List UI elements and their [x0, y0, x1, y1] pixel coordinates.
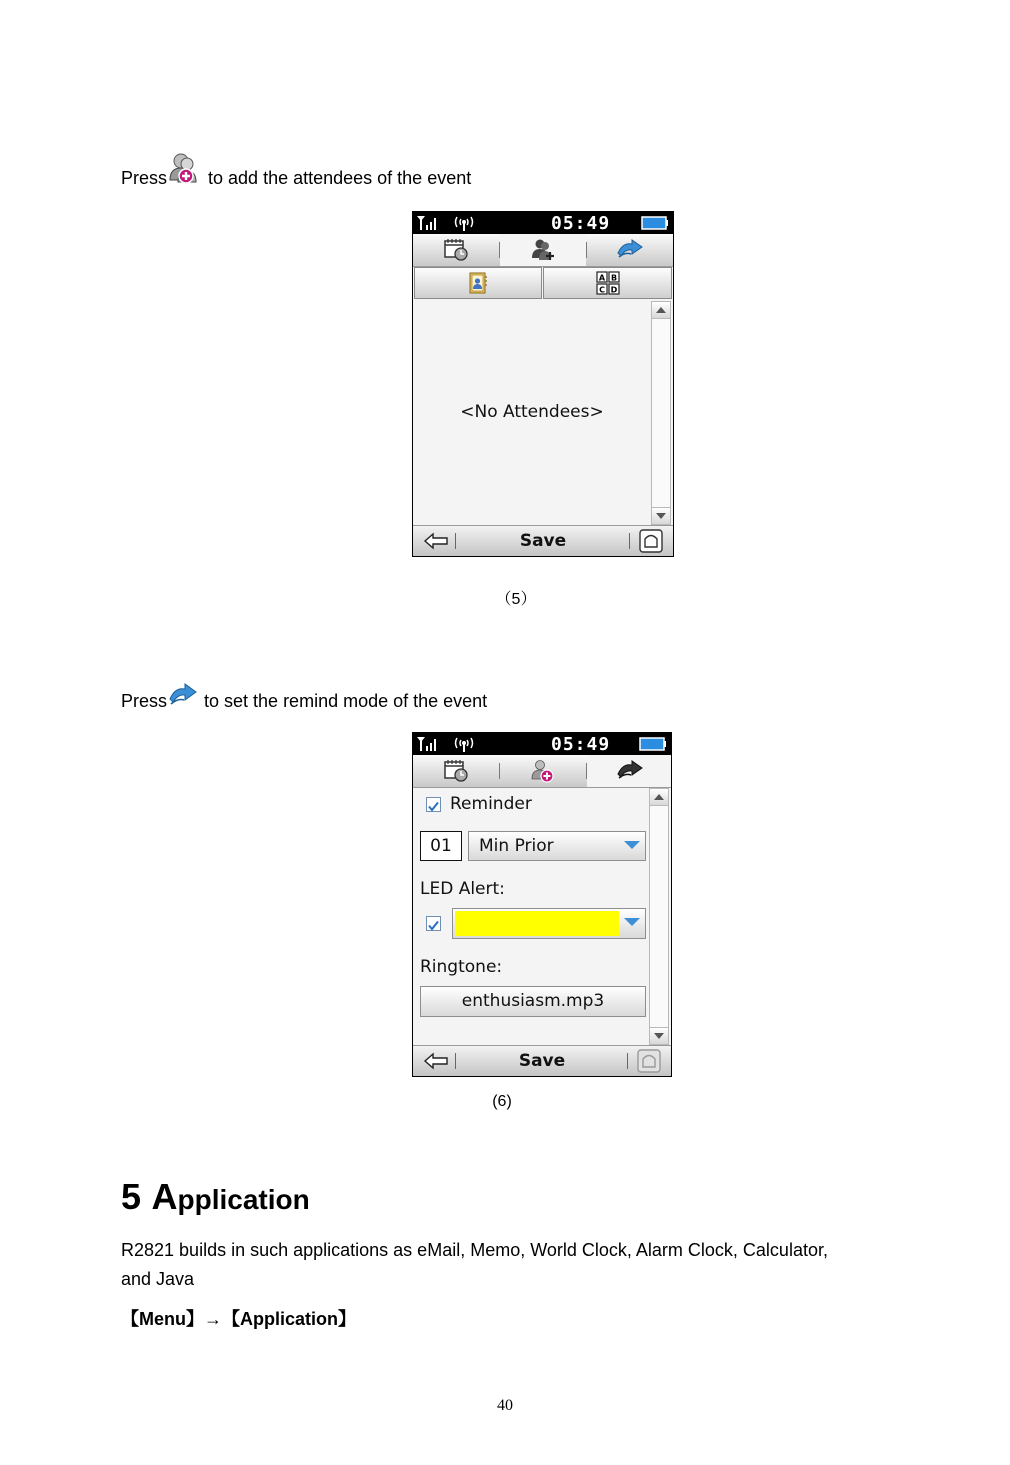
- led-alert-label: LED Alert:: [420, 879, 505, 899]
- phone-screen-attendees: [412, 211, 674, 557]
- calendar-clock-icon: [443, 238, 469, 262]
- pick-from-contacts-button[interactable]: [414, 267, 542, 299]
- menu-path: 【Menu】→【Application】: [121, 1309, 356, 1329]
- soft-key-bar: [413, 525, 673, 556]
- reminder-checkbox[interactable]: [426, 797, 441, 812]
- led-color-swatch: [455, 911, 619, 936]
- minutes-value: 01: [430, 836, 452, 856]
- abcd-keyboard-icon: [595, 271, 621, 295]
- ringtone-selector[interactable]: [420, 986, 646, 1017]
- status-time: 05:49: [551, 213, 611, 234]
- reminder-icon: [615, 238, 645, 262]
- section-title-rest: pplication: [177, 1184, 310, 1215]
- section-title-initial: A: [151, 1176, 178, 1217]
- scrollbar[interactable]: [649, 788, 669, 1045]
- tab-bar: [413, 755, 671, 788]
- tab-event-details[interactable]: [413, 755, 499, 787]
- tab-reminder[interactable]: [587, 755, 672, 787]
- home-icon[interactable]: [637, 1049, 661, 1073]
- enter-name-button[interactable]: [543, 267, 672, 299]
- contacts-book-icon: [467, 272, 489, 294]
- chevron-down-icon: [624, 918, 640, 926]
- signal-icon: [416, 215, 440, 231]
- instruction-text: to add the attendees of the event: [203, 168, 472, 188]
- add-attendee-icon: [167, 152, 203, 192]
- no-attendees-text: <No Attendees>: [460, 402, 604, 422]
- ringtone-value: enthusiasm.mp3: [461, 991, 605, 1011]
- scroll-up-arrow[interactable]: [650, 789, 668, 806]
- status-bar: [413, 212, 673, 234]
- battery-icon: [641, 216, 669, 230]
- scrollbar[interactable]: [651, 301, 671, 525]
- status-bar: [413, 733, 671, 755]
- body-paragraph-line2: and Java: [121, 1269, 195, 1289]
- tab-reminder[interactable]: [587, 234, 673, 266]
- battery-icon: [639, 737, 667, 751]
- wireless-icon: [453, 214, 475, 232]
- section-number: 5: [121, 1176, 142, 1217]
- chevron-down-icon: [624, 841, 640, 849]
- save-button[interactable]: Save: [519, 531, 567, 551]
- svg-text:B: B: [610, 273, 617, 283]
- tab-attendees[interactable]: [500, 755, 586, 787]
- soft-key-bar: [413, 1045, 671, 1076]
- home-icon[interactable]: [639, 529, 663, 553]
- instruction-attendees: [121, 152, 471, 192]
- add-attendee-icon: [530, 759, 556, 783]
- led-alert-checkbox[interactable]: [426, 916, 441, 931]
- reminder-icon: [167, 683, 199, 715]
- body-paragraph-line1: R2821 builds in such applications as eMail, Memo, World Clock, Alarm Clock, Calculator,: [121, 1240, 828, 1260]
- status-time: 05:49: [551, 734, 611, 755]
- svg-text:A: A: [598, 273, 605, 283]
- prior-unit-dropdown[interactable]: [468, 831, 646, 861]
- tab-bar: [413, 234, 673, 267]
- scroll-down-arrow[interactable]: [652, 507, 670, 524]
- led-color-dropdown[interactable]: [452, 908, 646, 939]
- calendar-clock-icon: [443, 759, 469, 783]
- phone-screen-reminder: [412, 732, 672, 1077]
- prior-unit-value: Min Prior: [479, 836, 554, 856]
- page-number: 40: [497, 1397, 513, 1414]
- press-word: Press: [121, 691, 168, 711]
- svg-text:D: D: [610, 285, 617, 295]
- figure-caption-5: （5）: [495, 591, 537, 608]
- scroll-down-arrow[interactable]: [650, 1027, 668, 1044]
- attendees-icon: [530, 238, 556, 262]
- press-word: Press: [121, 168, 168, 188]
- ringtone-label: Ringtone:: [420, 957, 503, 977]
- instruction-reminder: [121, 683, 487, 715]
- tab-event-details[interactable]: [413, 234, 499, 266]
- svg-text:C: C: [598, 285, 605, 295]
- save-button[interactable]: Save: [518, 1051, 566, 1071]
- reminder-minutes-input[interactable]: [420, 831, 462, 861]
- reminder-label: Reminder: [450, 794, 532, 814]
- section-heading: [121, 1176, 310, 1218]
- instruction-text: to set the remind mode of the event: [199, 691, 488, 711]
- reminder-icon: [615, 759, 645, 783]
- wireless-icon: [453, 735, 475, 753]
- scroll-up-arrow[interactable]: [652, 302, 670, 319]
- signal-icon: [416, 736, 440, 752]
- tab-attendees[interactable]: [500, 234, 586, 266]
- figure-caption-6: (6): [492, 1093, 512, 1110]
